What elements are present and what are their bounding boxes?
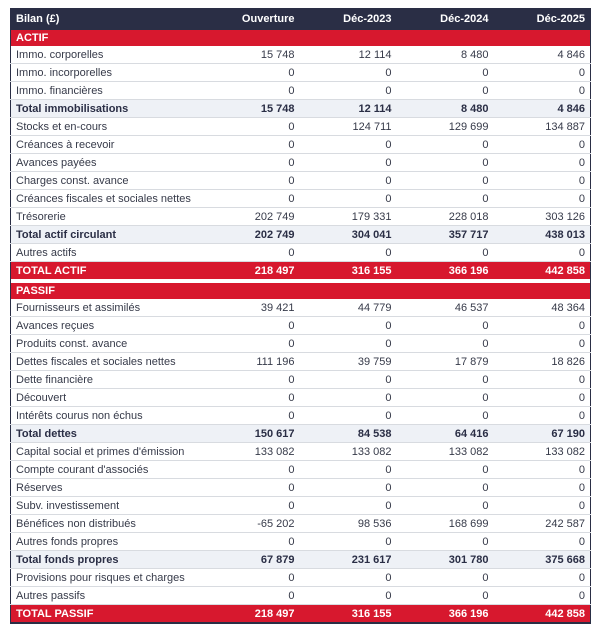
cell-value: 0 [300,497,397,515]
section-title-label: PASSIF [11,283,591,299]
cell-value: 0 [494,64,591,82]
table-row [11,533,591,551]
table-body [11,30,591,623]
cell-value: 0 [300,479,397,497]
cell-value: 67 190 [494,425,591,443]
cell-value: 0 [203,190,300,208]
cell-value: -65 202 [203,515,300,533]
subtotal-row [11,551,591,569]
cell-value: 0 [397,154,494,172]
cell-value: 375 668 [494,551,591,569]
table-row [11,82,591,100]
cell-value: 0 [397,389,494,407]
cell-value: 366 196 [397,262,494,280]
cell-value: 0 [203,371,300,389]
row-label: Compte courant d'associés [11,461,203,479]
cell-value: 0 [397,533,494,551]
cell-value: 12 114 [300,100,397,118]
row-label: Charges const. avance [11,172,203,190]
section-title-label: ACTIF [11,30,591,46]
cell-value: 242 587 [494,515,591,533]
cell-value: 0 [300,244,397,262]
cell-value: 15 748 [203,100,300,118]
row-label: Avances reçues [11,317,203,335]
cell-value: 0 [397,461,494,479]
column-header-dec-2025: Déc-2025 [494,8,591,30]
cell-value: 301 780 [397,551,494,569]
cell-value: 8 480 [397,46,494,64]
cell-value: 0 [203,497,300,515]
table-row [11,190,591,208]
cell-value: 0 [397,371,494,389]
table-row [11,317,591,335]
cell-value: 0 [397,82,494,100]
cell-value: 0 [494,407,591,425]
row-label: Fournisseurs et assimilés [11,299,203,317]
table-row [11,172,591,190]
table-title: Bilan (£) [11,8,203,30]
cell-value: 0 [300,371,397,389]
row-label: Autres passifs [11,587,203,605]
cell-value: 133 082 [300,443,397,461]
cell-value: 0 [300,64,397,82]
row-label: Total dettes [11,425,203,443]
header-row [11,8,591,30]
cell-value: 231 617 [300,551,397,569]
table-row [11,587,591,605]
row-label: Trésorerie [11,208,203,226]
cell-value: 0 [494,172,591,190]
cell-value: 0 [203,136,300,154]
table-row [11,515,591,533]
cell-value: 12 114 [300,46,397,64]
row-label: Dette financière [11,371,203,389]
table-row [11,136,591,154]
cell-value: 0 [494,461,591,479]
section-header-actif [11,30,591,46]
table-row [11,208,591,226]
row-label: Autres actifs [11,244,203,262]
subtotal-row [11,226,591,244]
cell-value: 15 748 [203,46,300,64]
cell-value: 316 155 [300,262,397,280]
table-row [11,461,591,479]
cell-value: 0 [203,587,300,605]
cell-value: 303 126 [494,208,591,226]
table-row [11,389,591,407]
cell-value: 0 [300,461,397,479]
cell-value: 168 699 [397,515,494,533]
table-row [11,443,591,461]
cell-value: 202 749 [203,208,300,226]
row-label: Dettes fiscales et sociales nettes [11,353,203,371]
row-label: Réserves [11,479,203,497]
subtotal-row [11,425,591,443]
cell-value: 304 041 [300,226,397,244]
subtotal-row [11,100,591,118]
cell-value: 0 [494,389,591,407]
row-label: Capital social et primes d'émission [11,443,203,461]
cell-value: 0 [203,389,300,407]
cell-value: 366 196 [397,605,494,624]
cell-value: 0 [397,317,494,335]
cell-value: 0 [494,154,591,172]
cell-value: 0 [494,497,591,515]
cell-value: 0 [494,533,591,551]
cell-value: 0 [203,461,300,479]
row-label: Immo. financières [11,82,203,100]
cell-value: 0 [300,190,397,208]
cell-value: 0 [203,244,300,262]
cell-value: 357 717 [397,226,494,244]
table-row [11,46,591,64]
row-label: Créances à recevoir [11,136,203,154]
row-label: Produits const. avance [11,335,203,353]
row-label: Immo. corporelles [11,46,203,64]
column-header-ouverture: Ouverture [203,8,300,30]
cell-value: 442 858 [494,262,591,280]
table-row [11,64,591,82]
cell-value: 0 [300,317,397,335]
cell-value: 202 749 [203,226,300,244]
cell-value: 64 416 [397,425,494,443]
cell-value: 111 196 [203,353,300,371]
cell-value: 0 [300,335,397,353]
cell-value: 84 538 [300,425,397,443]
cell-value: 98 536 [300,515,397,533]
cell-value: 0 [397,407,494,425]
cell-value: 316 155 [300,605,397,624]
cell-value: 0 [494,244,591,262]
cell-value: 218 497 [203,262,300,280]
cell-value: 0 [494,317,591,335]
cell-value: 44 779 [300,299,397,317]
cell-value: 0 [300,154,397,172]
cell-value: 67 879 [203,551,300,569]
cell-value: 0 [494,335,591,353]
cell-value: 46 537 [397,299,494,317]
cell-value: 0 [494,136,591,154]
table-row [11,353,591,371]
cell-value: 0 [397,64,494,82]
section-header-passif [11,283,591,299]
cell-value: 0 [494,569,591,587]
row-label: Total immobilisations [11,100,203,118]
cell-value: 124 711 [300,118,397,136]
cell-value: 0 [300,389,397,407]
cell-value: 442 858 [494,605,591,624]
cell-value: 0 [203,172,300,190]
cell-value: 0 [397,479,494,497]
cell-value: 0 [494,371,591,389]
cell-value: 228 018 [397,208,494,226]
row-label: Découvert [11,389,203,407]
cell-value: 179 331 [300,208,397,226]
total-row-actif [11,262,591,280]
table-row [11,154,591,172]
cell-value: 0 [300,136,397,154]
cell-value: 0 [397,136,494,154]
cell-value: 0 [300,407,397,425]
cell-value: 0 [300,82,397,100]
cell-value: 0 [300,533,397,551]
cell-value: 8 480 [397,100,494,118]
column-header-dec-2023: Déc-2023 [300,8,397,30]
cell-value: 0 [203,317,300,335]
table-row [11,569,591,587]
cell-value: 17 879 [397,353,494,371]
cell-value: 0 [397,190,494,208]
row-label: Bénéfices non distribués [11,515,203,533]
cell-value: 0 [300,569,397,587]
table-row [11,371,591,389]
cell-value: 0 [203,335,300,353]
cell-value: 0 [397,335,494,353]
cell-value: 0 [203,118,300,136]
cell-value: 0 [494,190,591,208]
cell-value: 18 826 [494,353,591,371]
row-label: TOTAL ACTIF [11,262,203,280]
table-row [11,299,591,317]
row-label: Stocks et en-cours [11,118,203,136]
cell-value: 0 [203,569,300,587]
table-row [11,407,591,425]
row-label: TOTAL PASSIF [11,605,203,624]
cell-value: 0 [203,407,300,425]
row-label: Intérêts courus non échus [11,407,203,425]
cell-value: 0 [397,244,494,262]
table-row [11,335,591,353]
cell-value: 4 846 [494,46,591,64]
cell-value: 218 497 [203,605,300,624]
cell-value: 129 699 [397,118,494,136]
cell-value: 0 [203,533,300,551]
cell-value: 0 [203,154,300,172]
table-row [11,118,591,136]
cell-value: 438 013 [494,226,591,244]
table-row [11,244,591,262]
row-label: Autres fonds propres [11,533,203,551]
cell-value: 0 [203,479,300,497]
row-label: Total fonds propres [11,551,203,569]
cell-value: 0 [300,587,397,605]
row-label: Avances payées [11,154,203,172]
table-header [11,8,591,30]
cell-value: 134 887 [494,118,591,136]
table-row [11,497,591,515]
column-header-dec-2024: Déc-2024 [397,8,494,30]
balance-sheet-table [10,8,591,624]
cell-value: 0 [397,497,494,515]
cell-value: 39 421 [203,299,300,317]
table-row [11,479,591,497]
row-label: Immo. incorporelles [11,64,203,82]
cell-value: 133 082 [203,443,300,461]
cell-value: 133 082 [494,443,591,461]
cell-value: 150 617 [203,425,300,443]
total-row-passif [11,605,591,624]
cell-value: 0 [203,64,300,82]
cell-value: 4 846 [494,100,591,118]
row-label: Créances fiscales et sociales nettes [11,190,203,208]
cell-value: 133 082 [397,443,494,461]
cell-value: 0 [494,82,591,100]
cell-value: 0 [494,479,591,497]
cell-value: 48 364 [494,299,591,317]
row-label: Total actif circulant [11,226,203,244]
cell-value: 0 [397,172,494,190]
cell-value: 0 [397,587,494,605]
cell-value: 0 [494,587,591,605]
cell-value: 0 [397,569,494,587]
row-label: Subv. investissement [11,497,203,515]
row-label: Provisions pour risques et charges [11,569,203,587]
cell-value: 0 [300,172,397,190]
cell-value: 39 759 [300,353,397,371]
cell-value: 0 [203,82,300,100]
